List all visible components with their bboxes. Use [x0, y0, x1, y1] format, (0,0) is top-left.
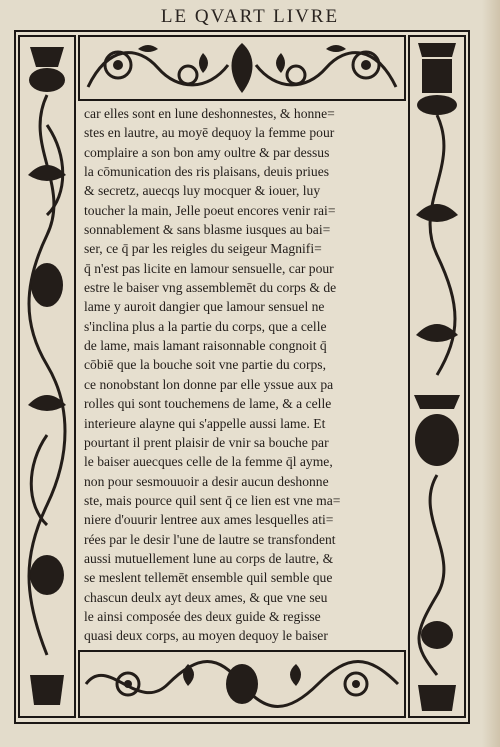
- body-text: [84, 104, 402, 646]
- left-ornament-column: [18, 35, 76, 718]
- left-column-image: [18, 35, 76, 718]
- right-column-image: [408, 35, 466, 718]
- text-line: non pour sesmouuoir a desir aucun deshonne: [84, 473, 329, 489]
- text-line: lame y auroit dangier que lamour sensuel ne: [84, 299, 325, 315]
- text-line: car elles sont en lune deshonnestes, & honne=: [84, 106, 335, 121]
- text-line: ce nonobstant lon donne par elle yssue aux pa: [84, 376, 334, 392]
- top-ornament-image: [78, 35, 406, 101]
- text-line: le ainsi composée des deux guide & regisse: [84, 608, 321, 624]
- text-line: ser, ce q̄ par les reigles du seigeur Magnifi=: [84, 241, 322, 257]
- text-line: cōbiē que la bouche soit vne partie du corps,: [84, 357, 326, 373]
- text-line: & secretz, auecqs luy mocquer & iouer, luy: [84, 183, 321, 199]
- text-line: complaire a son bon amy oultre & par dessus: [84, 144, 330, 160]
- text-line: le baiser auecques celle de la femme q̄l ayme,: [84, 454, 333, 470]
- text-line: quasi deux corps, au moyen dequoy le baiser: [84, 628, 328, 644]
- right-ornament-column: [408, 35, 466, 718]
- text-line: s'inclina plus a la partie du corps, que a celle: [84, 318, 327, 334]
- text-line: rées par le desir l'une de lautre se transfondent: [84, 531, 336, 547]
- running-head: LE QVART LIVRE: [160, 6, 340, 27]
- text-line: sonnablement & sans blasme iusques au bai=: [84, 222, 331, 238]
- text-line: niere d'ouurir lentree aux ames lesquelles ati=: [84, 512, 334, 528]
- text-line: de lame, mais lamant raisonnable congnoit q̄: [84, 338, 327, 354]
- text-line: chascun deulx ayt deux ames, & que vne seu: [84, 589, 328, 605]
- text-line: q̄ n'est pas licite en lamour sensuelle, car pour: [84, 260, 334, 276]
- top-ornament-band: [78, 35, 406, 101]
- text-line: aussi mutuellement lune au corps de lautre, &: [84, 550, 334, 566]
- text-line: estre le baiser vng assemblemēt du corps & de: [84, 280, 337, 296]
- text-line: la cōmunication des ris plaisans, deuis priues: [84, 164, 330, 180]
- page-edge: [482, 0, 500, 747]
- text-line: toucher la main, Jelle poeut encores venir rai=: [84, 202, 336, 218]
- bottom-ornament-image: [78, 650, 406, 718]
- text-line: pourtant il prent plaisir de vnir sa bouche par: [84, 434, 329, 450]
- text-line: ste, mais pource quil sent q̄ ce lien est vne ma=: [84, 492, 341, 508]
- text-line: stes en lautre, au moyē dequoy la femme pour: [84, 125, 335, 141]
- text-line: rolles qui sont touchemens de lame, & a celle: [84, 396, 332, 412]
- text-line: interieure alayne qui s'appelle aussi lame. Et: [84, 415, 326, 431]
- text-line: se meslent tellemēt ensemble quil semble que: [84, 570, 333, 586]
- ornamental-frame: [14, 30, 470, 724]
- bottom-ornament-band: [78, 650, 406, 718]
